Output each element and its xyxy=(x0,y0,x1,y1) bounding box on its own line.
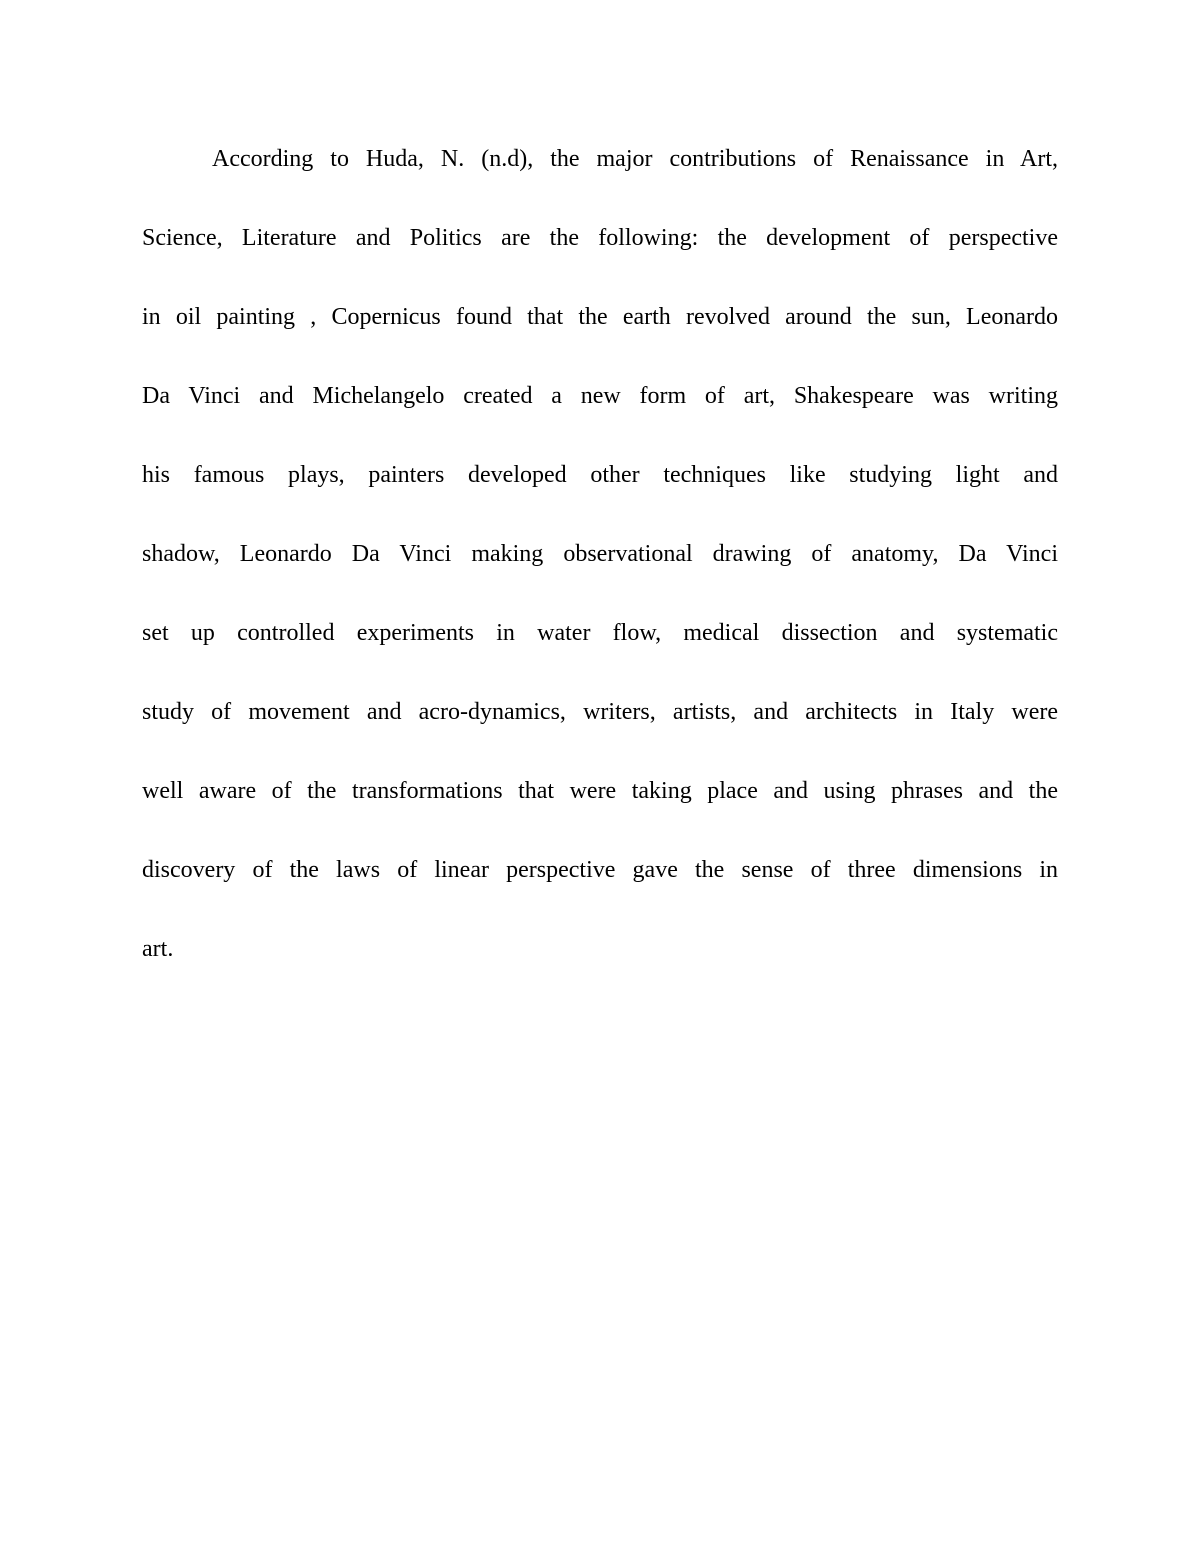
paragraph-line: his famous plays, painters developed other techniques like studying light and xyxy=(142,462,1058,488)
paragraph-line: well aware of the transformations that were taking place and using phrases and the xyxy=(142,778,1058,804)
body-paragraph xyxy=(142,140,1058,1009)
paragraph-line: Da Vinci and Michelangelo created a new form of art, Shakespeare was writing xyxy=(142,383,1058,409)
paragraph-line: in oil painting , Copernicus found that the earth revolved around the sun, Leonardo xyxy=(142,304,1058,330)
paragraph-line: art. xyxy=(142,936,174,962)
paragraph-line: discovery of the laws of linear perspective gave the sense of three dimensions in xyxy=(142,857,1058,883)
paragraph-line: shadow, Leonardo Da Vinci making observational drawing of anatomy, Da Vinci xyxy=(142,541,1058,567)
paragraph-line: set up controlled experiments in water flow, medical dissection and systematic xyxy=(142,620,1058,646)
paragraph-line: According to Huda, N. (n.d), the major contributions of Renaissance in Art, xyxy=(212,146,1058,172)
paragraph-line: Science, Literature and Politics are the following: the development of perspective xyxy=(142,225,1058,251)
paragraph-line: study of movement and acro-dynamics, writers, artists, and architects in Italy were xyxy=(142,699,1058,725)
